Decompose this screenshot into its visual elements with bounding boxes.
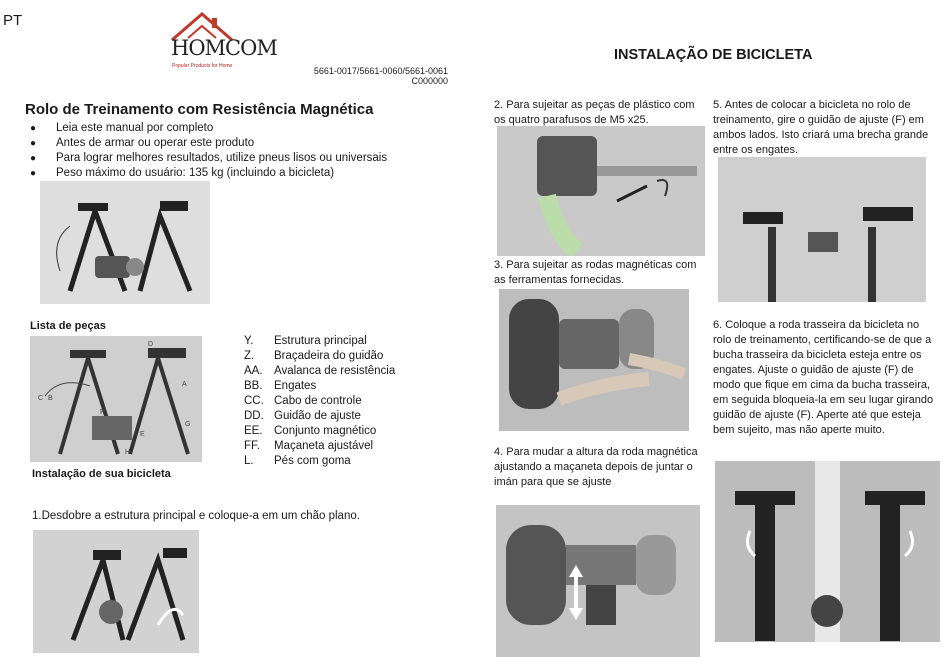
part-code: BB. [244,380,263,392]
brand-logo [168,10,277,74]
part-code: Z. [244,350,255,362]
parts-list-item [244,349,395,364]
part-code: AA. [244,365,263,377]
installation-heading: Instalação de sua bicicleta [32,468,171,480]
step-2-text: 2. Para sujeitar as peças de plástico com os quatro parafusos de M5 x25. [494,99,695,126]
diagram-label-f: F [100,409,105,416]
parts-diagram [30,336,202,462]
part-name: Cabo de controle [274,395,362,407]
language-code: PT [3,12,23,29]
logo-wordmark: HOMCOM [171,36,277,60]
parts-list-item [244,364,395,379]
parts-list-item [244,409,395,424]
part-name: Maçaneta ajustável [274,440,374,452]
diagram-label-g: G [185,421,191,428]
part-code: FF. [244,440,260,452]
bullet-item: ● Peso máximo do usuário: 135 kg (incluindo a bicicleta) [30,166,387,181]
step-5-photo [718,157,926,302]
part-name: Pés com goma [274,455,351,467]
diagram-label-d: D [148,341,154,348]
parts-list-item [244,394,395,409]
parts-list-item [244,334,395,349]
part-name: Engates [274,380,317,392]
parts-list-heading: Lista de peças [30,320,106,332]
diagram-label-e: E [140,431,145,438]
step-2-photo [497,126,705,256]
parts-list-item [244,439,395,454]
step-1-text: 1.Desdobre a estrutura principal e coloque-a em um chão plano. [32,510,360,522]
part-name: Avalanca de resistência [274,365,396,377]
step-5-text: 5. Antes de colocar a bicicleta no rolo de treinamento, gire o guidão de ajuste (F) em ambos lados. Isto criará uma brecha grande entre os engates. [713,99,929,156]
parts-list [244,334,395,469]
diagram-label-h: H [125,449,131,456]
parts-list-item [244,454,395,469]
step-1-photo [33,530,199,653]
part-name: Conjunto magnético [274,425,377,437]
part-code: DD. [244,410,264,422]
product-title: Rolo de Treinamento com Resistência Magnética [25,101,374,118]
product-code-secondary: C000000 [411,76,448,86]
bullet-item: ● Para lograr melhores resultados, utilize pneus lisos ou universais [30,151,387,166]
parts-list-item [244,379,395,394]
trainer-photo [40,181,210,304]
part-name: Guidão de ajuste [274,410,361,422]
safety-bullet-list [30,121,387,181]
product-codes [314,66,448,86]
document-title: INSTALAÇÃO DE BICICLETA [614,47,813,63]
diagram-label-c: C [38,395,44,402]
step-3-text: 3. Para sujeitar as rodas magnéticas com as ferramentas fornecidas. [494,259,697,286]
step-4-photo [496,505,700,657]
parts-list-item [244,424,395,439]
bullet-item: ● Leia este manual por completo [30,121,387,136]
part-name: Braçadeira do guidão [274,350,384,362]
part-code: L. [244,455,254,467]
diagram-label-b: B [48,395,53,402]
step-6-text: 6. Coloque a roda trasseira da bicicleta no rolo de treinamento, certificando-se de que a bucha trasseira da bicicleta esteja entre os engates. Ajuste o guidão de ajuste (F) de modo que fique em cima da bucha trasseira, em seguida bloqueia-la em seu lugar girando guidão de ajuste (F). Aperte até que esteja bem sujeito, mas não aperte muito. [713,319,934,436]
step-4-text: 4. Para mudar a altura da roda magnética ajustando a maçaneta depois de juntar o imán para que se ajuste [494,446,698,488]
part-code: Y. [244,335,254,347]
part-code: EE. [244,425,263,437]
step-3-photo [499,289,689,431]
product-code-list: 5661-0017/5661-0060/5661-0061 [313,66,448,76]
part-name: Estrutura principal [274,335,367,347]
logo-tagline: Popular Products for Home [172,63,233,69]
step-6-photo [715,461,940,642]
part-code: CC. [244,395,264,407]
diagram-label-a: A [182,381,187,388]
bullet-item: ● Antes de armar ou operar este produto [30,136,387,151]
